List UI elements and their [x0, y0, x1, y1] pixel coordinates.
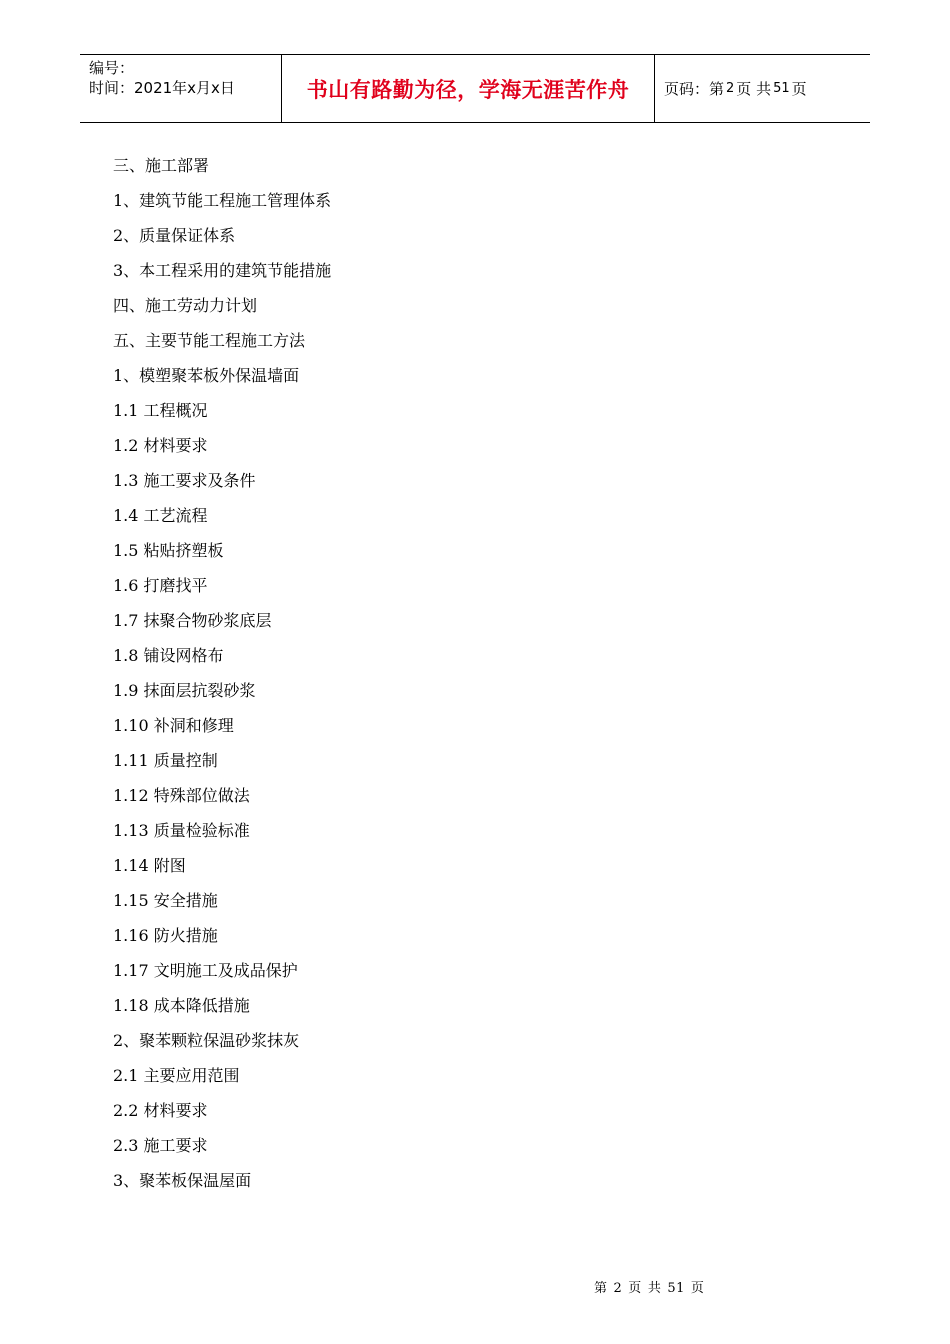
- page-current: 2: [726, 81, 735, 96]
- toc-item: 1.8 铺设网格布: [113, 646, 224, 665]
- table-of-contents: [113, 148, 331, 1198]
- footer-ye-end: 页: [690, 1281, 705, 1296]
- page-mid: 页 共: [736, 80, 772, 98]
- toc-item: 1.16 防火措施: [113, 926, 218, 945]
- toc-item: 1.18 成本降低措施: [113, 996, 250, 1015]
- toc-item: 2.3 施工要求: [113, 1136, 208, 1155]
- toc-item: 1.6 打磨找平: [113, 576, 208, 595]
- footer-di: 第: [594, 1281, 608, 1296]
- toc-item: 1.9 抹面层抗裂砂浆: [113, 681, 256, 700]
- footer-ye: 页: [628, 1281, 642, 1296]
- toc-item: 1.10 补洞和修理: [113, 716, 234, 735]
- toc-item: 1.7 抹聚合物砂浆底层: [113, 611, 272, 630]
- toc-item: 1.11 质量控制: [113, 751, 218, 770]
- document-time-label: 时间：2021年x月x日: [89, 79, 235, 97]
- toc-item: 2.2 材料要求: [113, 1101, 208, 1120]
- toc-item: 2、质量保证体系: [113, 226, 236, 245]
- page-prefix: 页码：第: [664, 80, 725, 98]
- toc-item: 五、主要节能工程施工方法: [113, 331, 306, 350]
- page-total: 51: [773, 81, 790, 96]
- header-meta: [80, 55, 281, 122]
- toc-item: 1.4 工艺流程: [113, 506, 208, 525]
- page-suffix: 页: [791, 80, 807, 98]
- document-number-label: 编号：: [89, 59, 135, 77]
- toc-item: 1.15 安全措施: [113, 891, 218, 910]
- footer-gong: 共: [647, 1281, 662, 1296]
- footer-total: 51: [667, 1281, 685, 1296]
- toc-item: 1.5 粘贴挤塑板: [113, 541, 224, 560]
- toc-item: 三、施工部署: [113, 156, 210, 175]
- toc-item: 1.2 材料要求: [113, 436, 208, 455]
- toc-item: 1.1 工程概况: [113, 401, 208, 420]
- toc-item: 1.3 施工要求及条件: [113, 471, 256, 490]
- toc-item: 2、聚苯颗粒保温砂浆抹灰: [113, 1031, 300, 1050]
- toc-item: 1.13 质量检验标准: [113, 821, 250, 840]
- toc-item: 1、模塑聚苯板外保温墙面: [113, 366, 300, 385]
- toc-item: 1、建筑节能工程施工管理体系: [113, 191, 332, 210]
- toc-item: 3、本工程采用的建筑节能措施: [113, 261, 332, 280]
- header-motto: 书山有路勤为径，学海无涯苦作舟: [281, 55, 655, 122]
- header-page-info: [655, 55, 870, 122]
- toc-item: 四、施工劳动力计划: [113, 296, 258, 315]
- toc-item: 1.12 特殊部位做法: [113, 786, 250, 805]
- toc-item: 3、聚苯板保温屋面: [113, 1171, 252, 1190]
- toc-item: 2.1 主要应用范围: [113, 1066, 240, 1085]
- page-header: [80, 54, 870, 123]
- page-footer: [594, 1279, 710, 1299]
- toc-item: 1.17 文明施工及成品保护: [113, 961, 298, 980]
- toc-item: 1.14 附图: [113, 856, 186, 875]
- footer-current: 2: [613, 1281, 623, 1296]
